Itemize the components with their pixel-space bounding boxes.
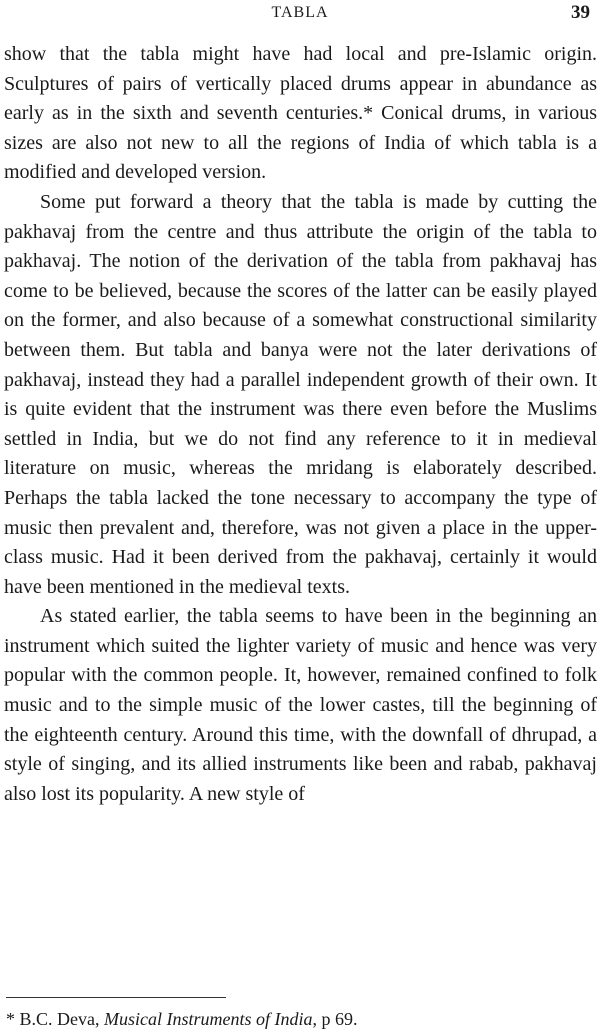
body-text: [4, 40, 597, 809]
footnote-prefix: * B.C. Deva,: [6, 1009, 104, 1029]
running-head: TABLA: [271, 4, 329, 21]
paragraph-2: Some put forward a theory that the tabla is made by cutting the pakhavaj from the centre and thus attribute the origin of the tabla to pakhavaj. The notion of the derivation of the tabla from pakhavaj has come to be believed, because the scores of the latter can be easily played on the former, and also because of a somewhat constructional similarity between them. But tabla and banya were not the later derivations of pakhavaj, instead they had a parallel independent growth of their own. It is quite evident that the instrument was there even before the Muslims settled in India, but we do not find any reference to it in medieval literature on music, whereas the mridang is elaborately described. Perhaps the tabla lacked the tone necessary to accompany the type of music then prevalent and, therefore, was not given a place in the upper-class music. Had it been derived from the pakhavaj, certainly it would have been mentioned in the medieval texts.: [4, 190, 597, 598]
paragraph-1: show that the tabla might have had local and pre-Islamic origin. Sculptures of pairs of vertically placed drums appear in abundance as early as in the sixth and seventh centuries.* Conical drums, in various sizes are also not new to all the regions of India of which tabla is a modified and developed version.: [4, 43, 597, 184]
footnote-divider: [6, 997, 226, 998]
footnote: [6, 1007, 586, 1031]
page-header: [0, 0, 600, 30]
footnote-title: Musical Instruments of India: [104, 1009, 313, 1029]
page-number: 39: [571, 2, 590, 23]
footnote-suffix: , p 69.: [312, 1009, 358, 1029]
paragraph-3: As stated earlier, the tabla seems to have been in the beginning an instrument which suited the lighter variety of music and hence was very popular with the common people. It, however, remained confined to folk music and to the simple music of the lower castes, till the beginning of the eighteenth century. Around this time, with the downfall of dhrupad, a style of singing, and its allied instruments like been and rabab, pakhavaj also lost its popularity. A new style of: [4, 605, 597, 805]
